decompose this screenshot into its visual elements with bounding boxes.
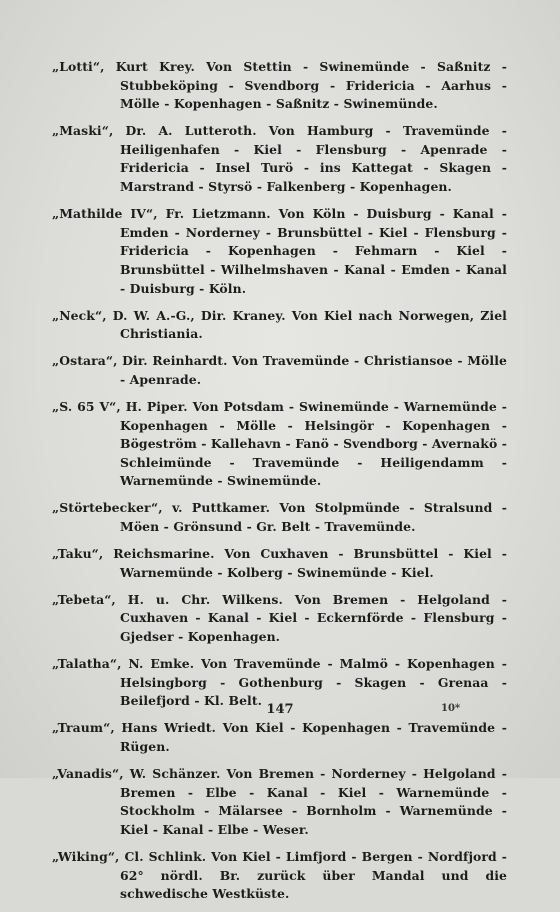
yacht-entries-list <box>52 58 507 912</box>
list-item: „Störtebecker“, v. Puttkamer. Von Stolpmünde - Stralsund - Möen - Grönsund - Gr. Belt - Travemünde. <box>52 500 507 535</box>
signature-mark: 10* <box>441 703 461 714</box>
list-item: „Mathilde IV“, Fr. Lietzmann. Von Köln - Duisburg - Kanal - Emden - Norderney - Brunsbüttel - Kiel - Flensburg - Fridericia - Kopenhagen - Fehmarn - Kiel - Brunsbüttel - Wilhelmshaven - Kanal - Emden - Kanal - Duisburg - Köln. <box>52 206 507 296</box>
list-item: „S. 65 V“, H. Piper. Von Potsdam - Swinemünde - Warnemünde - Kopenhagen - Mölle - Helsingör - Kopenhagen - Bögeström - Kallehavn - Fanö - Svendborg - Avernakö - Schleimünde - Travemünde - Heiligendamm - Warnemünde - Swinemünde. <box>52 399 507 489</box>
list-item: „Talatha“, N. Emke. Von Travemünde - Malmö - Kopenhagen - Helsingborg - Gothenburg - Skagen - Grenaa - Beilefjord - Kl. Belt. <box>52 656 507 709</box>
list-item: „Maski“, Dr. A. Lutteroth. Von Hamburg - Travemünde - Heiligenhafen - Kiel - Flensburg - Apenrade - Fridericia - Insel Turö - ins Kattegat - Skagen - Marstrand - Styrsö - Falkenberg - Kopenhagen. <box>52 123 507 195</box>
list-item: „Ostara“, Dir. Reinhardt. Von Travemünde - Christiansoe - Mölle - Apenrade. <box>52 353 507 387</box>
list-item: „Tebeta“, H. u. Chr. Wilkens. Von Bremen - Helgoland - Cuxhaven - Kanal - Kiel - Eckernförde - Flensburg - Gjedser - Kopenhagen. <box>52 591 507 645</box>
list-item: „Traum“, Hans Wriedt. Von Kiel - Kopenhagen - Travemünde - Rügen. <box>52 720 507 754</box>
list-item: „Vanadis“, W. Schänzer. Von Bremen - Norderney - Helgoland - Bremen - Elbe - Kanal - Kiel - Warnemünde - Stockholm - Mälarsee - Bornholm - Warnemünde - Kiel - Kanal - Elbe - Weser. <box>52 766 507 837</box>
list-item: „Lotti“, Kurt Krey. Von Stettin - Swinemünde - Saßnitz - Stubbeköping - Svendborg - Fridericia - Aarhus - Mölle - Kopenhagen - Saßnitz - Swinemünde. <box>52 59 507 112</box>
page-number: 147 <box>266 702 294 717</box>
list-item: „Taku“, Reichsmarine. Von Cuxhaven - Brunsbüttel - Kiel - Warnemünde - Kolberg - Swinemünde - Kiel. <box>52 546 507 580</box>
list-item: „Neck“, D. W. A.-G., Dir. Kraney. Von Kiel nach Norwegen, Ziel Christiania. <box>52 307 507 342</box>
list-item: „Wiking“, Cl. Schlink. Von Kiel - Limfjord - Bergen - Nordfjord - 62° nördl. Br. zurück über Mandal und die schwedische Westküste. <box>52 848 507 902</box>
